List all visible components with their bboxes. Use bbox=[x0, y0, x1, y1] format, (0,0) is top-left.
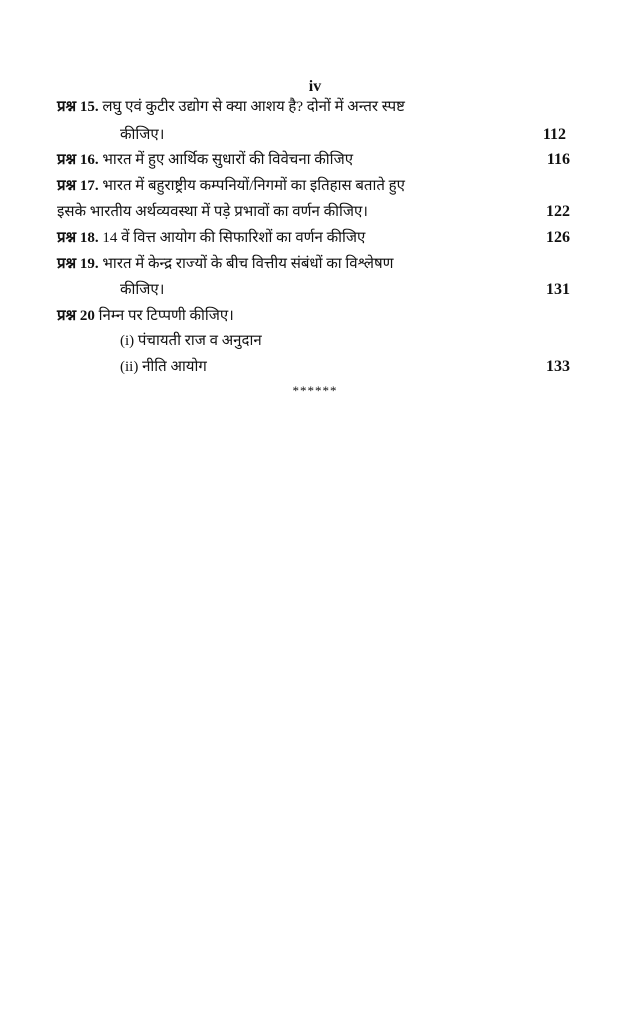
question-text: कीजिए। bbox=[120, 282, 165, 298]
question-text: निम्न पर टिप्पणी कीजिए। bbox=[98, 308, 234, 324]
toc-entry-15-cont bbox=[120, 124, 570, 146]
toc-entry-17 bbox=[57, 175, 570, 197]
page-ref: 133 bbox=[546, 358, 570, 375]
toc-entry-15 bbox=[57, 96, 570, 118]
page-ref: 131 bbox=[546, 281, 570, 298]
toc-entry-19 bbox=[57, 253, 570, 275]
question-text: इसके भारतीय अर्थव्यवस्था में पड़े प्रभावों का वर्णन कीजिए। bbox=[57, 204, 368, 220]
question-text: भारत में केन्द्र राज्यों के बीच वित्तीय संबंधों का विश्लेषण bbox=[102, 256, 394, 272]
question-label: प्रश्न 16. bbox=[57, 152, 99, 168]
question-label: प्रश्न 17. bbox=[57, 178, 99, 194]
question-text: भारत में हुए आर्थिक सुधारों की विवेचना कीजिए bbox=[102, 152, 353, 168]
sub-item-text: (i) पंचायती राज व अनुदान bbox=[120, 333, 262, 349]
toc-entry-20 bbox=[57, 305, 570, 327]
page-ref: 116 bbox=[546, 151, 570, 168]
question-text: लघु एवं कुटीर उद्योग से क्या आशय है? दोनों में अन्तर स्पष्ट bbox=[102, 99, 405, 115]
toc-entry-18 bbox=[57, 227, 570, 249]
question-label: प्रश्न 19. bbox=[57, 256, 99, 272]
toc-entry-19-cont bbox=[120, 279, 570, 301]
page-number: iv bbox=[308, 78, 322, 95]
question-label: प्रश्न 20 bbox=[57, 308, 95, 324]
question-label: प्रश्न 18. bbox=[57, 230, 99, 246]
page-ref: 122 bbox=[546, 203, 570, 220]
page-ref: 112 bbox=[542, 126, 566, 143]
question-label: प्रश्न 15. bbox=[57, 99, 99, 115]
toc-entry-17-cont bbox=[57, 201, 570, 223]
toc-entry-16 bbox=[57, 149, 570, 171]
question-text: 14 वें वित्त आयोग की सिफारिशों का वर्णन कीजिए bbox=[102, 230, 366, 246]
page-ref: 126 bbox=[546, 229, 570, 246]
question-text: भारत में बहुराष्ट्रीय कम्पनियों/निगमों का इतिहास बताते हुए bbox=[102, 178, 405, 194]
sub-item-text: (ii) नीति आयोग bbox=[120, 359, 207, 375]
toc-entry-20-sub-i bbox=[120, 330, 570, 352]
toc-entry-20-sub-ii bbox=[120, 356, 570, 378]
end-mark: ****** bbox=[292, 383, 338, 398]
question-text: कीजिए। bbox=[120, 127, 165, 143]
